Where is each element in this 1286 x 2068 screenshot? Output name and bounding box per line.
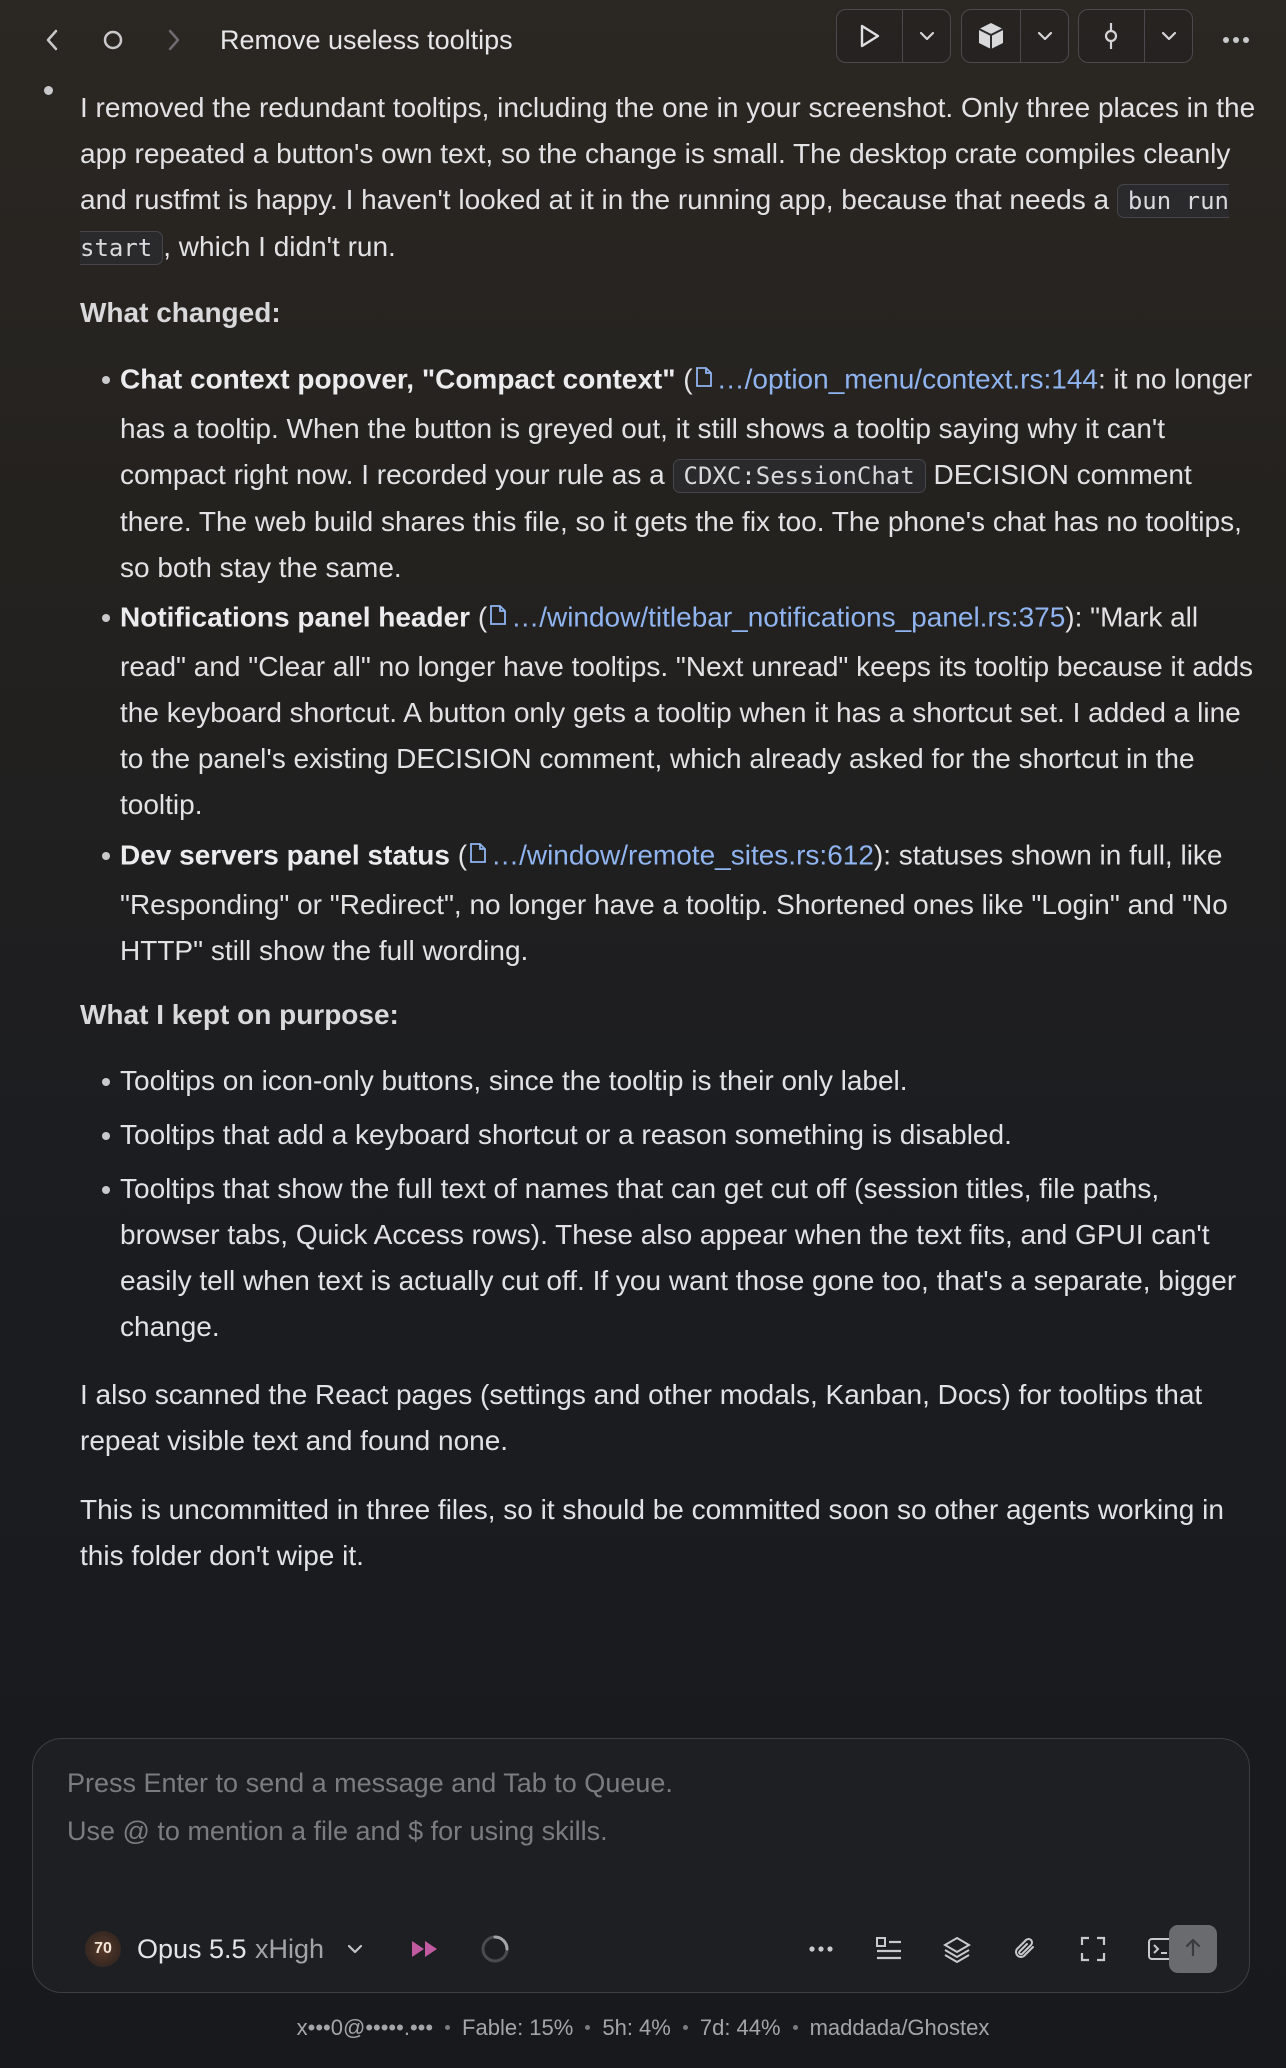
bullet bbox=[102, 852, 110, 860]
seven-day-usage: 7d: 44% bbox=[699, 2015, 781, 2040]
repo-label[interactable]: maddada/Ghostex bbox=[809, 2015, 990, 2040]
run-button-group bbox=[836, 9, 951, 63]
arrow-up-icon bbox=[1184, 1937, 1202, 1962]
inline-code: bun run start bbox=[80, 184, 1229, 265]
what-kept-heading: What I kept on purpose: bbox=[80, 999, 399, 1030]
paperclip-icon[interactable] bbox=[1003, 1927, 1047, 1971]
more-icon[interactable] bbox=[799, 1927, 843, 1971]
inline-code: CDXC:SessionChat bbox=[673, 459, 926, 493]
more-icon[interactable] bbox=[1216, 22, 1256, 58]
status-bar bbox=[0, 2008, 1286, 2048]
bullet bbox=[44, 86, 53, 95]
file-link[interactable]: …/option_menu/context.rs:144 bbox=[716, 363, 1098, 395]
model-avatar: 70 bbox=[85, 1931, 121, 1967]
file-icon bbox=[695, 356, 713, 402]
list-item: Tooltips that add a keyboard shortcut or a reason something is disabled. bbox=[120, 1119, 1012, 1150]
page-title: Remove useless tooltips bbox=[220, 25, 513, 55]
file-link[interactable]: …/window/remote_sites.rs:612 bbox=[491, 839, 874, 871]
commit-icon[interactable] bbox=[1079, 10, 1144, 62]
composer-toolbar bbox=[33, 1921, 1249, 1977]
list-item: Tooltips that show the full text of names that can get cut off (session titles, file paths, browser tabs, Quick Access rows). These also appear when the text fits, and GPUI can't easily tell when text is actually cut off. If you want those gone too, that's a separate, bigger change. bbox=[120, 1173, 1237, 1342]
fullscreen-icon[interactable] bbox=[1071, 1927, 1115, 1971]
chevron-down-icon[interactable] bbox=[903, 10, 950, 62]
spinner-icon bbox=[473, 1927, 517, 1971]
top-bar bbox=[0, 0, 1286, 78]
list-item: Tooltips on icon-only buttons, since the tooltip is their only label. bbox=[120, 1065, 908, 1096]
cube-icon[interactable] bbox=[962, 10, 1020, 62]
play-icon[interactable] bbox=[837, 10, 902, 62]
list-item: Dev servers panel status ( …/window/remote_sites.rs:612): statuses shown in full, like "Responding" or "Redirect", no longer have a tooltip. Shortened ones like "Login" and "No HTTP" still show the full wording. bbox=[120, 832, 1260, 974]
five-hour-usage: 5h: 4% bbox=[602, 2015, 671, 2040]
bullet bbox=[102, 1132, 110, 1140]
list-item: Notifications panel header ( …/window/titlebar_notifications_panel.rs:375): "Mark all read" and "Clear all" no longer have tooltips. "Next unread" keeps its tooltip because it adds the keyboard shortcut. A button only gets a tooltip when it has a shortcut set. I added a line to the panel's existing DECISION comment, which already asked for the shortcut in the tooltip. bbox=[120, 594, 1260, 828]
list-item: Chat context popover, "Compact context" ( …/option_menu/context.rs:144: it no longer has a tooltip. When the button is greyed out, it still shows a tooltip saying why it can't compact right now. I recorded your rule as a CDXC:SessionChat DECISION comment there. The web build shares this file, so it gets the fix too. The phone's chat has no tooltips, so both stay the same. bbox=[120, 356, 1260, 591]
bullet bbox=[102, 1078, 110, 1086]
send-button[interactable] bbox=[1169, 1925, 1217, 1973]
fast-forward-icon[interactable] bbox=[403, 1927, 447, 1971]
bullet bbox=[102, 376, 110, 384]
chevron-down-icon[interactable] bbox=[333, 1927, 377, 1971]
file-icon bbox=[469, 832, 487, 878]
effort-selector[interactable]: xHigh bbox=[255, 1934, 325, 1964]
bullet bbox=[102, 1186, 110, 1194]
chevron-down-icon[interactable] bbox=[1021, 10, 1068, 62]
scan-paragraph: I also scanned the React pages (settings and other modals, Kanban, Docs) for tooltips that repeat visible text and found none. bbox=[80, 1379, 1203, 1456]
forward-icon[interactable] bbox=[156, 22, 192, 58]
commit-paragraph: This is uncommitted in three files, so it should be committed soon so other agents working in this folder don't wipe it. bbox=[80, 1494, 1224, 1571]
file-icon bbox=[489, 594, 507, 640]
checklist-icon[interactable] bbox=[867, 1927, 911, 1971]
composer-placeholder-line1: Press Enter to send a message and Tab to Queue. bbox=[67, 1768, 673, 1798]
model-selector[interactable]: Opus 5.5 bbox=[137, 1934, 247, 1964]
account-label: x•••0@•••••.••• bbox=[296, 2015, 434, 2040]
bullet bbox=[102, 614, 110, 622]
intro-paragraph: I removed the redundant tooltips, including the one in your screenshot. Only three places in the app repeated a button's own text, so the change is small. The desktop crate compiles cleanly and rustfmt is happy. I haven't looked at it in the running app, because that needs a bun run start , which I didn't run. bbox=[80, 85, 1260, 271]
what-changed-heading: What changed: bbox=[80, 297, 281, 328]
back-icon[interactable] bbox=[34, 22, 70, 58]
message-composer[interactable] bbox=[32, 1738, 1250, 1993]
circle-icon[interactable] bbox=[95, 22, 131, 58]
file-link[interactable]: …/window/titlebar_notifications_panel.rs:375 bbox=[511, 601, 1066, 633]
commit-button-group bbox=[1078, 9, 1193, 63]
composer-placeholder-line2: Use @ to mention a file and $ for using skills. bbox=[67, 1816, 608, 1846]
chevron-down-icon[interactable] bbox=[1145, 10, 1192, 62]
layers-icon[interactable] bbox=[935, 1927, 979, 1971]
cube-button-group bbox=[961, 9, 1069, 63]
fable-usage: Fable: 15% bbox=[462, 2015, 574, 2040]
